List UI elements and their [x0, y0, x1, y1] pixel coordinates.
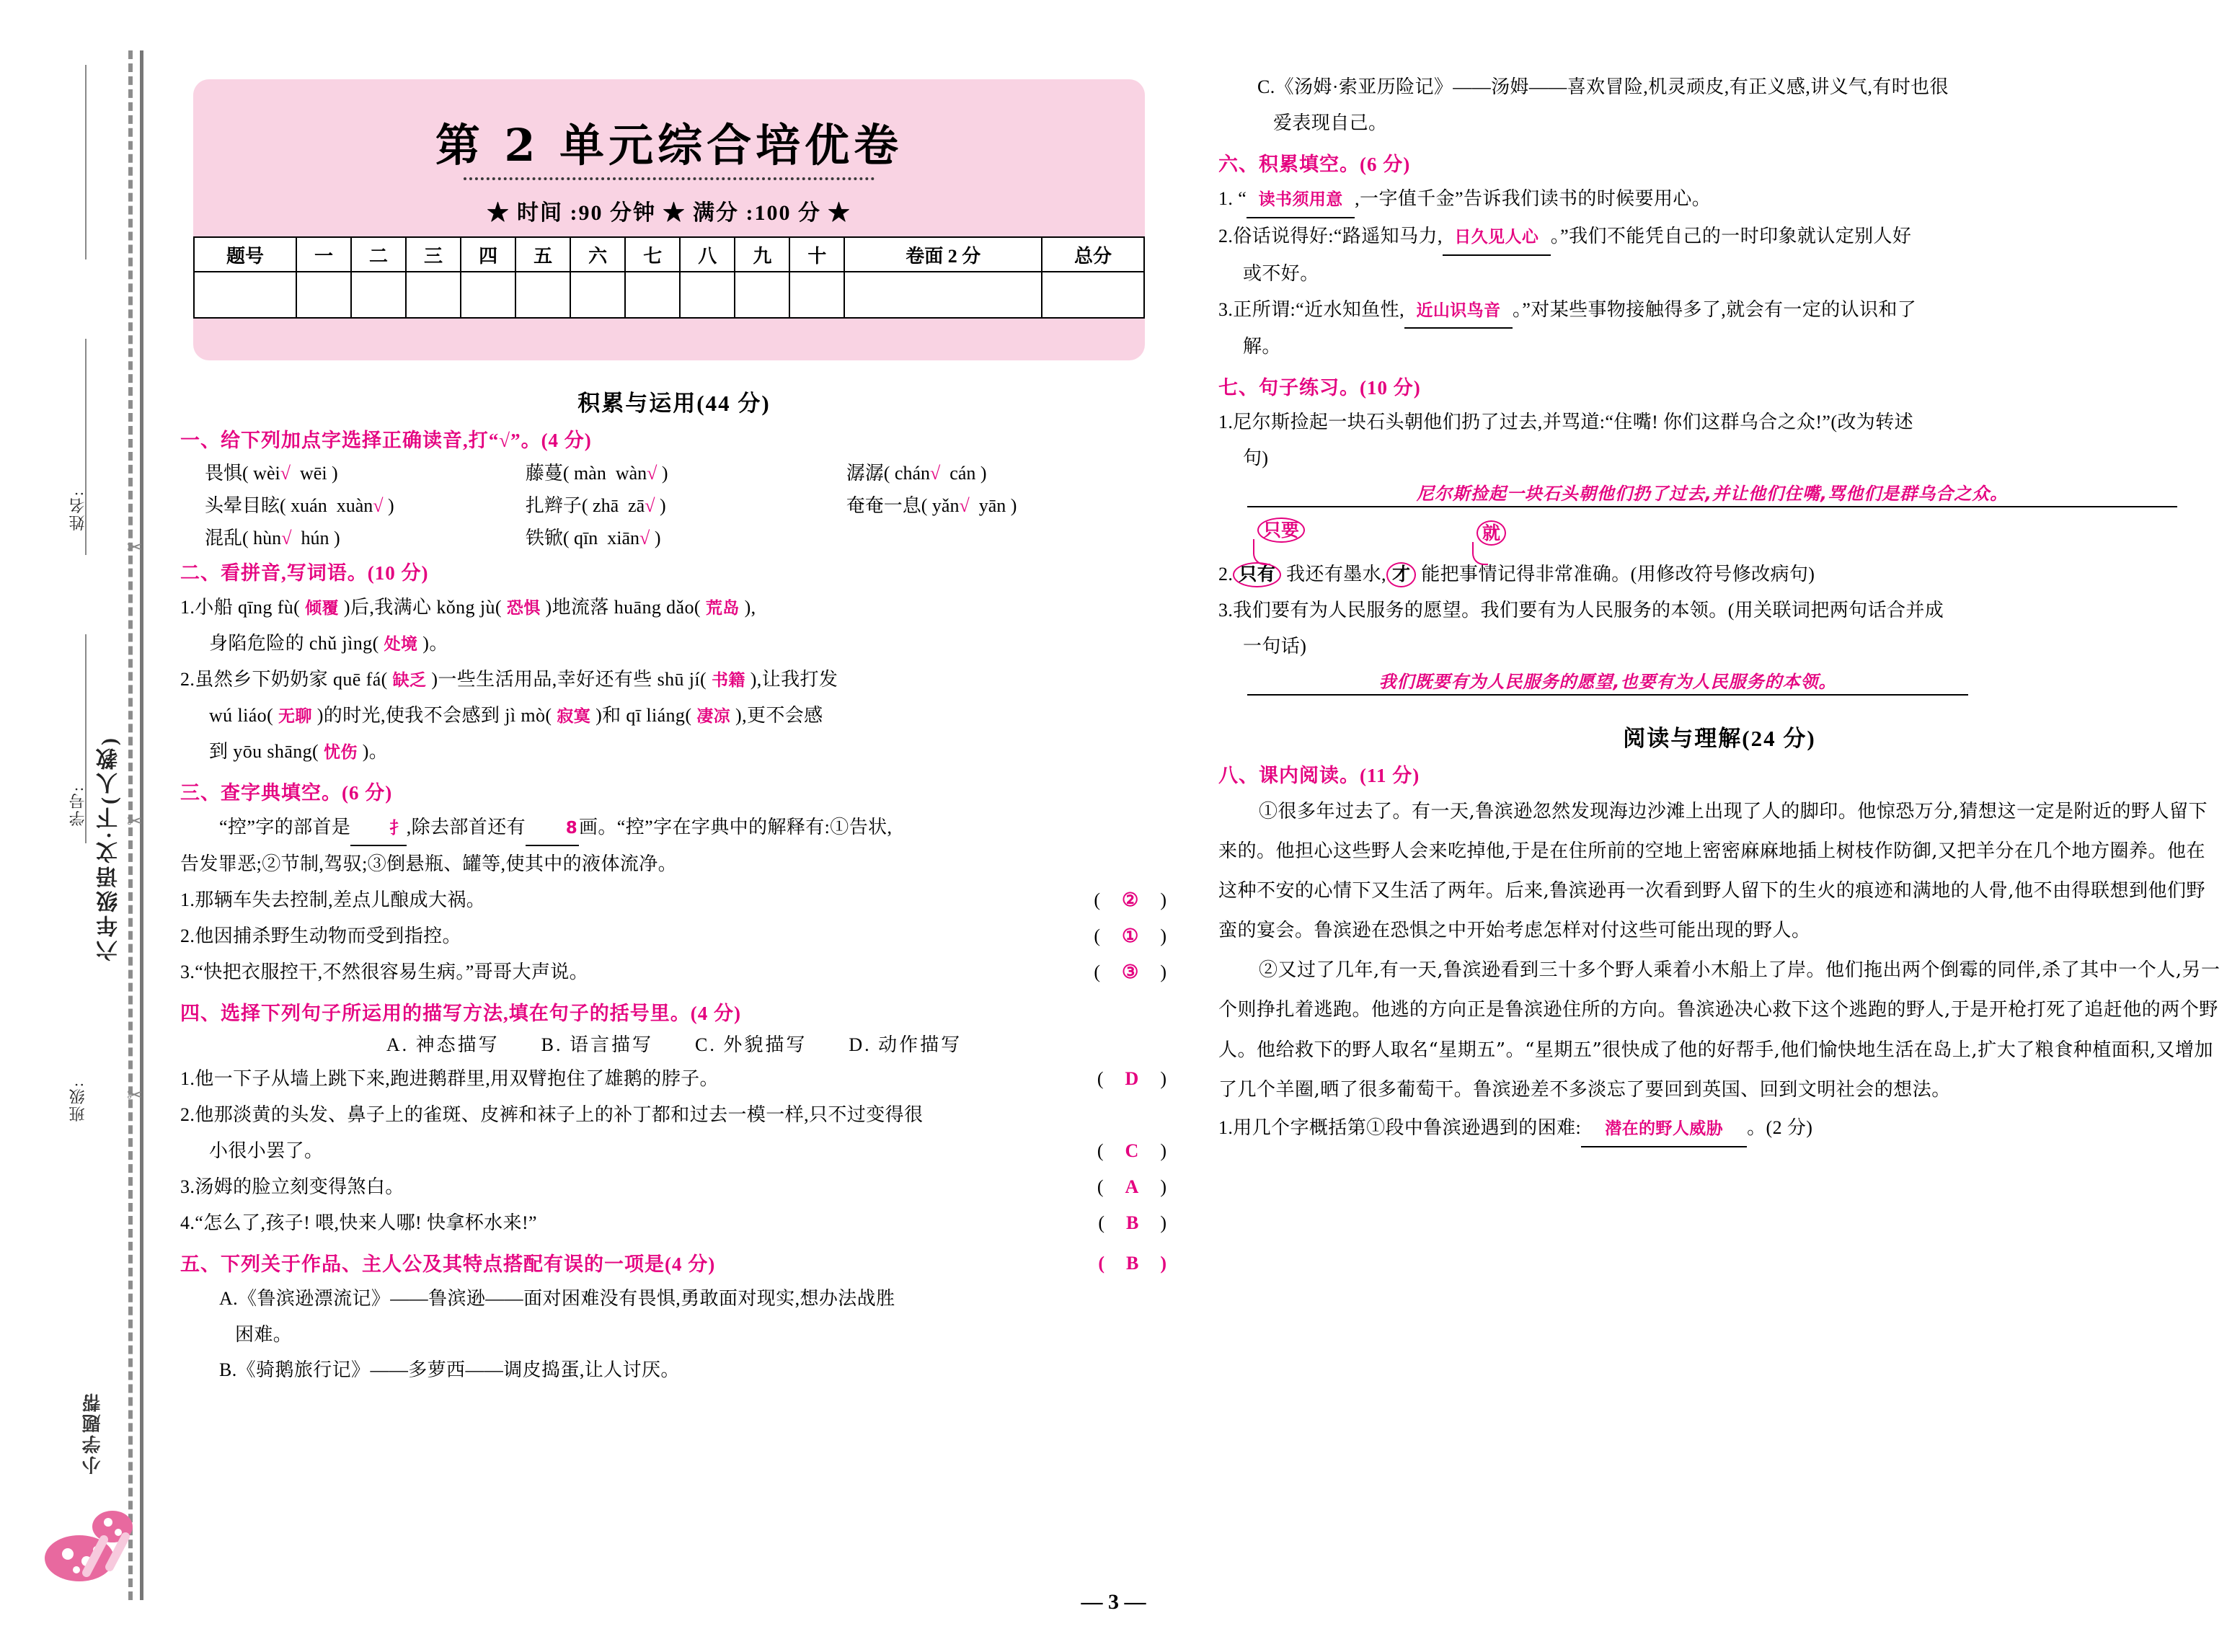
section-2-item-1-line-1: 1.小船 qīng fù( 倾覆 )后,我满心 kǒng jù( 恐惧 )地流落 huāng dǎo( 荒岛 ), [180, 597, 756, 618]
score-table-header-row [194, 237, 1144, 272]
answer-qingfu: 倾覆 [305, 599, 339, 618]
answer-jimo: 寂寞 [557, 706, 591, 726]
score-table-blank-row [194, 272, 1144, 318]
score-table-header-cell: 总分 [1042, 237, 1144, 272]
section-6-item-3-line-1: 3.正所谓:“近水知鱼性, 近山识鸟音 。”对某些事物接触得多了,就会有一定的认识和了 [1218, 292, 2221, 329]
score-table-header-cell: 六 [570, 237, 625, 272]
score-table-header-cell: 七 [625, 237, 680, 272]
pinyin-word: 潺潺 [846, 463, 884, 484]
pinyin-choice-item[interactable]: 铁锨( qīn xiān√ ) [525, 528, 661, 549]
score-table-input-cell[interactable] [844, 272, 1042, 318]
pinyin-word: 头晕目眩 [205, 495, 280, 516]
score-table-input-cell[interactable] [680, 272, 735, 318]
scissors-icon: ✂ [127, 811, 143, 832]
pinyin-word: 混乱 [205, 528, 243, 549]
right-column [1218, 69, 2221, 1147]
score-table-input-cell[interactable] [461, 272, 515, 318]
score-table-input-cell[interactable] [625, 272, 680, 318]
answer-shuji: 书籍 [712, 670, 745, 690]
item-text: 2.他因捕杀野生动物而受到指控。 [180, 925, 461, 947]
score-table-header-cell: 一 [296, 237, 351, 272]
score-table-input-cell[interactable] [735, 272, 789, 318]
title-dot-rule [464, 177, 875, 180]
pinyin-word: 扎辫子 [525, 495, 582, 516]
section-6-heading: 六、积累填空。(6 分) [1218, 153, 1411, 175]
left-column [180, 375, 1168, 1388]
radical-blank: 扌 [350, 809, 406, 847]
accumulate-blank-3: 近山识鸟音 [1404, 292, 1513, 329]
answer-quefa: 缺乏 [392, 670, 427, 690]
item-text: 1.他一下子从墙上跳下来,跑进鹅群里,用双臂抱住了雄鹅的脖子。 [180, 1068, 719, 1090]
pinyin-word: 铁锨 [525, 528, 563, 549]
item-answer-box: ( A ) [1097, 1176, 1168, 1197]
section-3-stem-line-2: 告发罪恶;②节制,驾驭;③倒悬瓶、罐等,使其中的液体流净。 [180, 853, 678, 875]
section-7-item-2: 2. 只有 我还有墨水, 才 能把事情记得非常准确。(用修改符号修改病句) [1218, 556, 2221, 592]
student-id-label: 学号: [68, 786, 87, 827]
answer-sentence-merge: 我们既要有为人民服务的愿望,也要有为人民服务的本领。 [1378, 671, 1837, 692]
section-4-item[interactable] [180, 1061, 1168, 1097]
section-8-question-1: 1.用几个字概括第①段中鲁滨逊遇到的困难: 潜在的野人威胁 。(2 分) [1218, 1110, 2221, 1147]
section-7-item-1-line-1: 1.尼尔斯捡起一块石头朝他们扔了过去,并骂道:“住嘴! 你们这群乌合之众!”(改为转述 [1218, 412, 1913, 433]
item-answer-box: ( C ) [1097, 1140, 1168, 1161]
book-subject-label: 六年级语文·下(人教) [97, 735, 121, 962]
item-answer-box: ( D ) [1097, 1068, 1168, 1090]
margin-thin-rule-1 [85, 65, 87, 259]
page-title: 第 2 单元综合培优卷 [435, 119, 903, 172]
section-6-item-2-line-2: 或不好。 [1243, 262, 1319, 284]
section-2-item-2-line-2: wú liáo( 无聊 )的时光,使我不会感到 jì mò( 寂寞 )和 qī liáng( 凄凉 ),更不会感 [209, 704, 823, 726]
part-1-heading: 积累与运用(44 分) [577, 391, 771, 416]
section-3-item[interactable] [180, 882, 1168, 918]
mushroom-logo-icon [35, 1492, 143, 1600]
scissors-icon: ✂ [127, 1085, 143, 1106]
pinyin-choice-item[interactable]: 奄奄一息( yǎn√ yān ) [846, 495, 1017, 516]
page-number: — 3 — [1081, 1590, 1146, 1614]
score-table-input-cell[interactable] [351, 272, 406, 318]
section-7-item-1-line-2: 句) [1243, 448, 1269, 469]
section-6-item-1: 1. “ 读书须用意 ,一字值千金”告诉我们读书的时候要用心。 [1218, 181, 2221, 218]
section-6-item-3-line-2: 解。 [1243, 336, 1281, 358]
item-text: 4.“怎么了,孩子! 喂,快来人哪! 快拿杯水来!” [180, 1212, 537, 1233]
pinyin-choice-item[interactable]: 畏惧( wèi√ wēi ) [205, 463, 338, 484]
reading-answer-blank-1: 潜在的野人威胁 [1581, 1110, 1747, 1147]
section-7-item-1-answer-line [1247, 479, 2177, 507]
section-4-item[interactable] [180, 1169, 1168, 1205]
section-4-item-continuation: 小很小罢了。 ( C ) [180, 1133, 1168, 1169]
section-3-items [180, 882, 1168, 990]
correction-hook-1 [1253, 539, 1270, 565]
section-1-heading: 一、给下列加点字选择正确读音,打“√”。(4 分) [180, 430, 592, 451]
section-4-item[interactable] [180, 1205, 1168, 1241]
score-table-header-cell: 卷面 2 分 [844, 237, 1042, 272]
section-5-option-c-line-2: 爱表现自己。 [1273, 112, 1388, 133]
student-class-label: 班级: [68, 1081, 87, 1122]
left-margin-rail [0, 0, 166, 1652]
score-table-header-cell: 三 [406, 237, 461, 272]
score-table-input-cell[interactable] [1042, 272, 1144, 318]
answer-huangdao: 荒岛 [705, 599, 740, 618]
section-3-item[interactable] [180, 918, 1168, 954]
item-text: 1.那辆车失去控制,差点儿酿成大祸。 [180, 889, 486, 911]
scissors-icon: ✂ [127, 537, 143, 558]
pinyin-choice-item[interactable]: 头晕目眩( xuán xuàn√ ) [205, 495, 394, 516]
score-table-input-cell[interactable] [570, 272, 625, 318]
section-8-heading: 八、课内阅读。(11 分) [1218, 764, 1420, 786]
answer-sentence-rewrite: 尼尔斯捡起一块石头朝他们扔了过去,并让他们住嘴,骂他们是群乌合之众。 [1416, 484, 2009, 505]
score-table-input-cell[interactable] [194, 272, 296, 318]
accumulate-blank-1: 读书须用意 [1247, 181, 1355, 218]
section-2-heading: 二、看拼音,写词语。(10 分) [180, 562, 429, 584]
pinyin-choice-item[interactable]: 藤蔓( màn wàn√ ) [525, 463, 668, 484]
section-5-option-a-line-1: A.《鲁滨逊漂流记》——鲁滨逊——面对困难没有畏惧,勇敢面对现实,想办法战胜 [219, 1287, 895, 1309]
section-4-options: A. 神态描写 B. 语言描写 C. 外貌描写 D. 动作描写 [386, 1034, 962, 1056]
section-2-item-1-line-2: 身陷危险的 chǔ jìng( 处境 )。 [209, 632, 448, 654]
correction-word-jiu: 就 [1476, 520, 1506, 546]
section-2-item-2-line-1: 2.虽然乡下奶奶家 quē fá( 缺乏 )一些生活用品,幸好还有些 shū jí( 书籍 ),让我打发 [180, 668, 838, 690]
student-name-label: 姓名: [68, 490, 87, 531]
pinyin-choice-item[interactable]: 扎辫子( zhā zā√ ) [525, 495, 666, 516]
item-text: 3.“快把衣服控干,不然很容易生病。”哥哥大声说。 [180, 962, 589, 983]
section-5-option-c-line-1: C.《汤姆·索亚历险记》——汤姆——喜欢冒险,机灵顽皮,有正义感,讲义气,有时也很 [1257, 76, 1949, 97]
section-5-option-b: B.《骑鹅旅行记》——多萝西——调皮捣蛋,让人讨厌。 [219, 1359, 680, 1381]
section-5-answer-box: ( B ) [1098, 1252, 1168, 1274]
pinyin-choice-row [205, 458, 1168, 485]
score-table-input-cell[interactable] [296, 272, 351, 318]
exam-meta: ★ 时间 :90 分钟 ★ 满分 :100 分 ★ [487, 201, 851, 225]
score-table-input-cell[interactable] [789, 272, 844, 318]
score-table-input-cell[interactable] [406, 272, 461, 318]
section-4-heading: 四、选择下列句子所运用的描写方法,填在句子的括号里。(4 分) [180, 1003, 741, 1025]
strokes-blank: 8 [526, 809, 579, 847]
item-answer-box: ( ① ) [1094, 925, 1168, 947]
reading-passage-paragraph-2: ②又过了几年,有一天,鲁滨逊看到三十多个野人乘着小木船上了岸。他们拖出两个倒霉的同伴,杀了其中一个人,另一个则挣扎着逃跑。他逃的方向正是鲁滨逊住所的方向。鲁滨逊决心救下这个逃跑的野人,于是开枪打死了追赶他的两个野人。他给救下的野人取名“星期五”。“星期五”很快成了他的好帮手,他们愉快地生活在岛上,扩大了粮食种植面积,又增加了几个羊圈,晒了很多葡萄干。鲁滨逊差不多淡忘了要回到英国、回到文明社会的想法。 [1218, 959, 2221, 1101]
item-answer-box: ( ② ) [1094, 889, 1168, 911]
part-2-heading: 阅读与理解(24 分) [1623, 725, 1816, 751]
pinyin-word: 藤蔓 [525, 463, 563, 484]
accumulate-blank-2: 日久见人心 [1443, 218, 1551, 256]
score-table [193, 236, 1145, 319]
answer-youshang: 忧伤 [324, 742, 358, 762]
score-table-header-cell: 十 [789, 237, 844, 272]
pinyin-choice-item[interactable]: 潺潺( chán√ cán ) [846, 463, 987, 484]
section-7-item-3-line-1: 3.我们要有为人民服务的愿望。我们要有为人民服务的本领。(用关联词把两句话合并成 [1218, 600, 1944, 621]
original-word-cai: 才 [1386, 562, 1416, 587]
section-6-item-2-line-1: 2.俗话说得好:“路遥知马力, 日久见人心 。”我们不能凭自己的一时印象就认定别人好 [1218, 218, 2221, 256]
pinyin-choice-grid [180, 458, 1168, 550]
original-word-zhiyou: 只有 [1233, 562, 1281, 587]
section-4-items [180, 1061, 1168, 1241]
pinyin-choice-item[interactable]: 混乱( hùn√ hún ) [205, 528, 340, 549]
section-3-item[interactable] [180, 954, 1168, 990]
pinyin-word: 奄奄一息 [846, 495, 921, 516]
brand-label: 小学题帮 [82, 1391, 103, 1475]
item-answer-box: ( B ) [1098, 1212, 1168, 1233]
pinyin-choice-row [205, 491, 1168, 518]
item-answer-box: ( ③ ) [1094, 962, 1168, 983]
score-table-header-cell: 九 [735, 237, 789, 272]
section-5-heading: 五、下列关于作品、主人公及其特点搭配有误的一项是(4 分) ( B ) [180, 1248, 1168, 1276]
section-7-item-2-correction-marks [1247, 518, 2221, 559]
answer-chujing: 处境 [384, 634, 418, 654]
item-text: 3.汤姆的脸立刻变得煞白。 [180, 1176, 404, 1197]
pinyin-choice-row [205, 523, 1168, 550]
exam-title-card [193, 79, 1145, 360]
score-table-header-cell: 题号 [194, 237, 296, 272]
answer-qiliang: 凄凉 [696, 706, 731, 726]
answer-kongju: 恐惧 [506, 599, 541, 618]
score-table-header-cell: 四 [461, 237, 515, 272]
score-table-header-cell: 五 [515, 237, 570, 272]
item-text: 2.他那淡黄的头发、鼻子上的雀斑、皮裤和袜子上的补丁都和过去一模一样,只不过变得很 [180, 1103, 924, 1125]
section-7-heading: 七、句子练习。(10 分) [1218, 377, 1421, 399]
score-table-input-cell[interactable] [515, 272, 570, 318]
section-7-item-3-answer-line [1247, 667, 1968, 696]
pinyin-word: 畏惧 [205, 463, 243, 484]
correction-word-zhiyao: 只要 [1257, 518, 1305, 543]
score-table-header-cell: 二 [351, 237, 406, 272]
section-3-heading: 三、查字典填空。(6 分) [180, 781, 393, 804]
section-4-item[interactable] [180, 1097, 1168, 1133]
answer-wuliao: 无聊 [278, 706, 312, 726]
section-7-item-3-line-2: 一句话) [1243, 635, 1307, 657]
score-table-header-cell: 八 [680, 237, 735, 272]
section-3-stem-line-1: “控”字的部首是 扌,除去部首还有 8画。“控”字在字典中的解释有:①告状, [180, 809, 1168, 847]
section-2-item-2-line-3: 到 yōu shāng( 忧伤 )。 [209, 740, 389, 762]
reading-passage-paragraph-1: ①很多年过去了。有一天,鲁滨逊忽然发现海边沙滩上出现了人的脚印。他惊恐万分,猜想这一定是附近的野人留下来的。他担心这些野人会来吃掉他,于是在住所前的空地上密密麻麻地插上树枝作防御,又把羊分在几个地方圈养。他在这种不安的心情下又生活了两年。后来,鲁滨逊再一次看到野人留下的生火的痕迹和满地的人骨,他不由得联想到他们野蛮的宴会。鲁滨逊在恐惧之中开始考虑怎样对付这些可能出现的野人。 [1218, 800, 2208, 942]
section-5-option-a-line-2: 困难。 [235, 1323, 293, 1345]
